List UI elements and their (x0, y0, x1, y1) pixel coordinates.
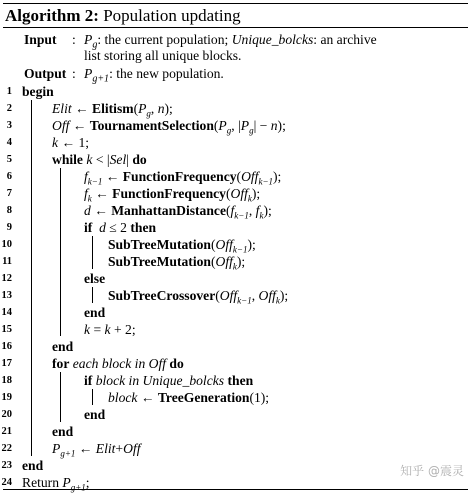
line-number: 16 (1, 341, 12, 352)
algo-line: 24 Return $P_{g+1}$; (1, 475, 90, 493)
bottom-rule (3, 489, 468, 490)
algo-line: 6 $f_{k-1}$ ← FunctionFrequency(Off$_{k-1}$); (0, 168, 470, 185)
algo-line: 3 Off ← $TournamentSelection(P_g$, $|P_g| - n$); (0, 117, 470, 134)
algorithm-label: Algorithm 2: (5, 6, 99, 25)
algo-line: 9 if d ≤ 2 then (0, 219, 470, 236)
line-number: 6 (6, 171, 12, 182)
line-number: 15 (1, 324, 12, 335)
algo-line: 13 SubTreeCrossover(Off$_{k-1}$, Off$_k$); (1, 288, 289, 306)
line-number: 18 (1, 375, 12, 386)
algo-line: 11 SubTreeMutation(Off$_k$); (0, 253, 470, 270)
block-bar-if (92, 236, 93, 269)
algo-line: 4 k ← 1; (0, 134, 470, 151)
algo-line: 8 d ← $ManhattanDistance(f_{k-1}$, $f_k$); (0, 202, 470, 219)
block-bar-begin (31, 100, 32, 456)
algo-line: 16 end (1, 339, 74, 354)
algo-line: 1 begin (0, 83, 470, 100)
algo-line: 12 else (1, 271, 106, 286)
line-number: 10 (1, 239, 12, 250)
block-bar-while (60, 168, 61, 336)
watermark: 知乎 @震灵 (400, 464, 464, 478)
block-bar-for (60, 372, 61, 422)
input-description-line1: $P_g$: the current population; Unique_bolcks: an archive (84, 32, 377, 51)
output-colon: : (72, 66, 76, 81)
line-number: 20 (1, 409, 12, 420)
line-number: 21 (1, 426, 12, 437)
input-colon: : (72, 32, 76, 47)
line-number: 13 (1, 290, 12, 301)
line-number: 8 (6, 205, 12, 216)
block-bar-if2 (92, 389, 93, 405)
line-number: 11 (2, 256, 12, 267)
algo-line: 10 SubTreeMutation(Off$_{k-1}$); (1, 237, 256, 255)
line-number: 19 (1, 392, 12, 403)
algo-line: 2 Elit ← $Elitism(P_g$, n); (0, 100, 470, 117)
line-number: 23 (1, 460, 12, 471)
algo-line: 21 end (1, 424, 74, 439)
top-rule (3, 3, 468, 4)
output-description: $P_{g+1}$: the new population. (84, 66, 224, 85)
algo-line: 19 block ← TreeGeneration(1); (1, 390, 270, 405)
algorithm-caption (5, 6, 241, 26)
line-number: 14 (1, 307, 12, 318)
line-number: 4 (6, 137, 12, 148)
input-description-line2: list storing all unique blocks. (84, 48, 242, 63)
algo-line: 14 end (1, 305, 106, 320)
block-bar-else (92, 287, 93, 303)
line-number: 9 (6, 222, 12, 233)
line-number: 22 (1, 443, 12, 454)
line-number: 17 (1, 358, 12, 369)
algo-line: 17 for each block in Off do (1, 356, 184, 371)
algo-line: 23 end (1, 458, 44, 473)
algo-line: 22 $P_{g+1}$ ← Elit+Off (1, 441, 141, 459)
algo-line: 18 if block in Unique_bolcks then (1, 373, 254, 388)
line-number: 2 (6, 103, 12, 114)
algo-line: 15 k = k + 2; (1, 322, 136, 337)
line-number: 24 (1, 477, 12, 488)
algorithm-title: Population updating (103, 6, 241, 25)
algo-line: 7 $f_k$ ← FunctionFrequency(Off$_k$); (0, 185, 470, 202)
line-number: 5 (6, 154, 12, 165)
input-label: Input (24, 32, 57, 47)
line-number: 1 (6, 86, 12, 97)
output-label: Output (24, 66, 67, 81)
caption-rule (3, 27, 468, 28)
algo-line: 5 while k < |Sel| do (0, 151, 470, 168)
line-number: 12 (1, 273, 12, 284)
line-number: 7 (6, 188, 12, 199)
algo-line: 20 end (1, 407, 106, 422)
line-number: 3 (6, 120, 12, 131)
